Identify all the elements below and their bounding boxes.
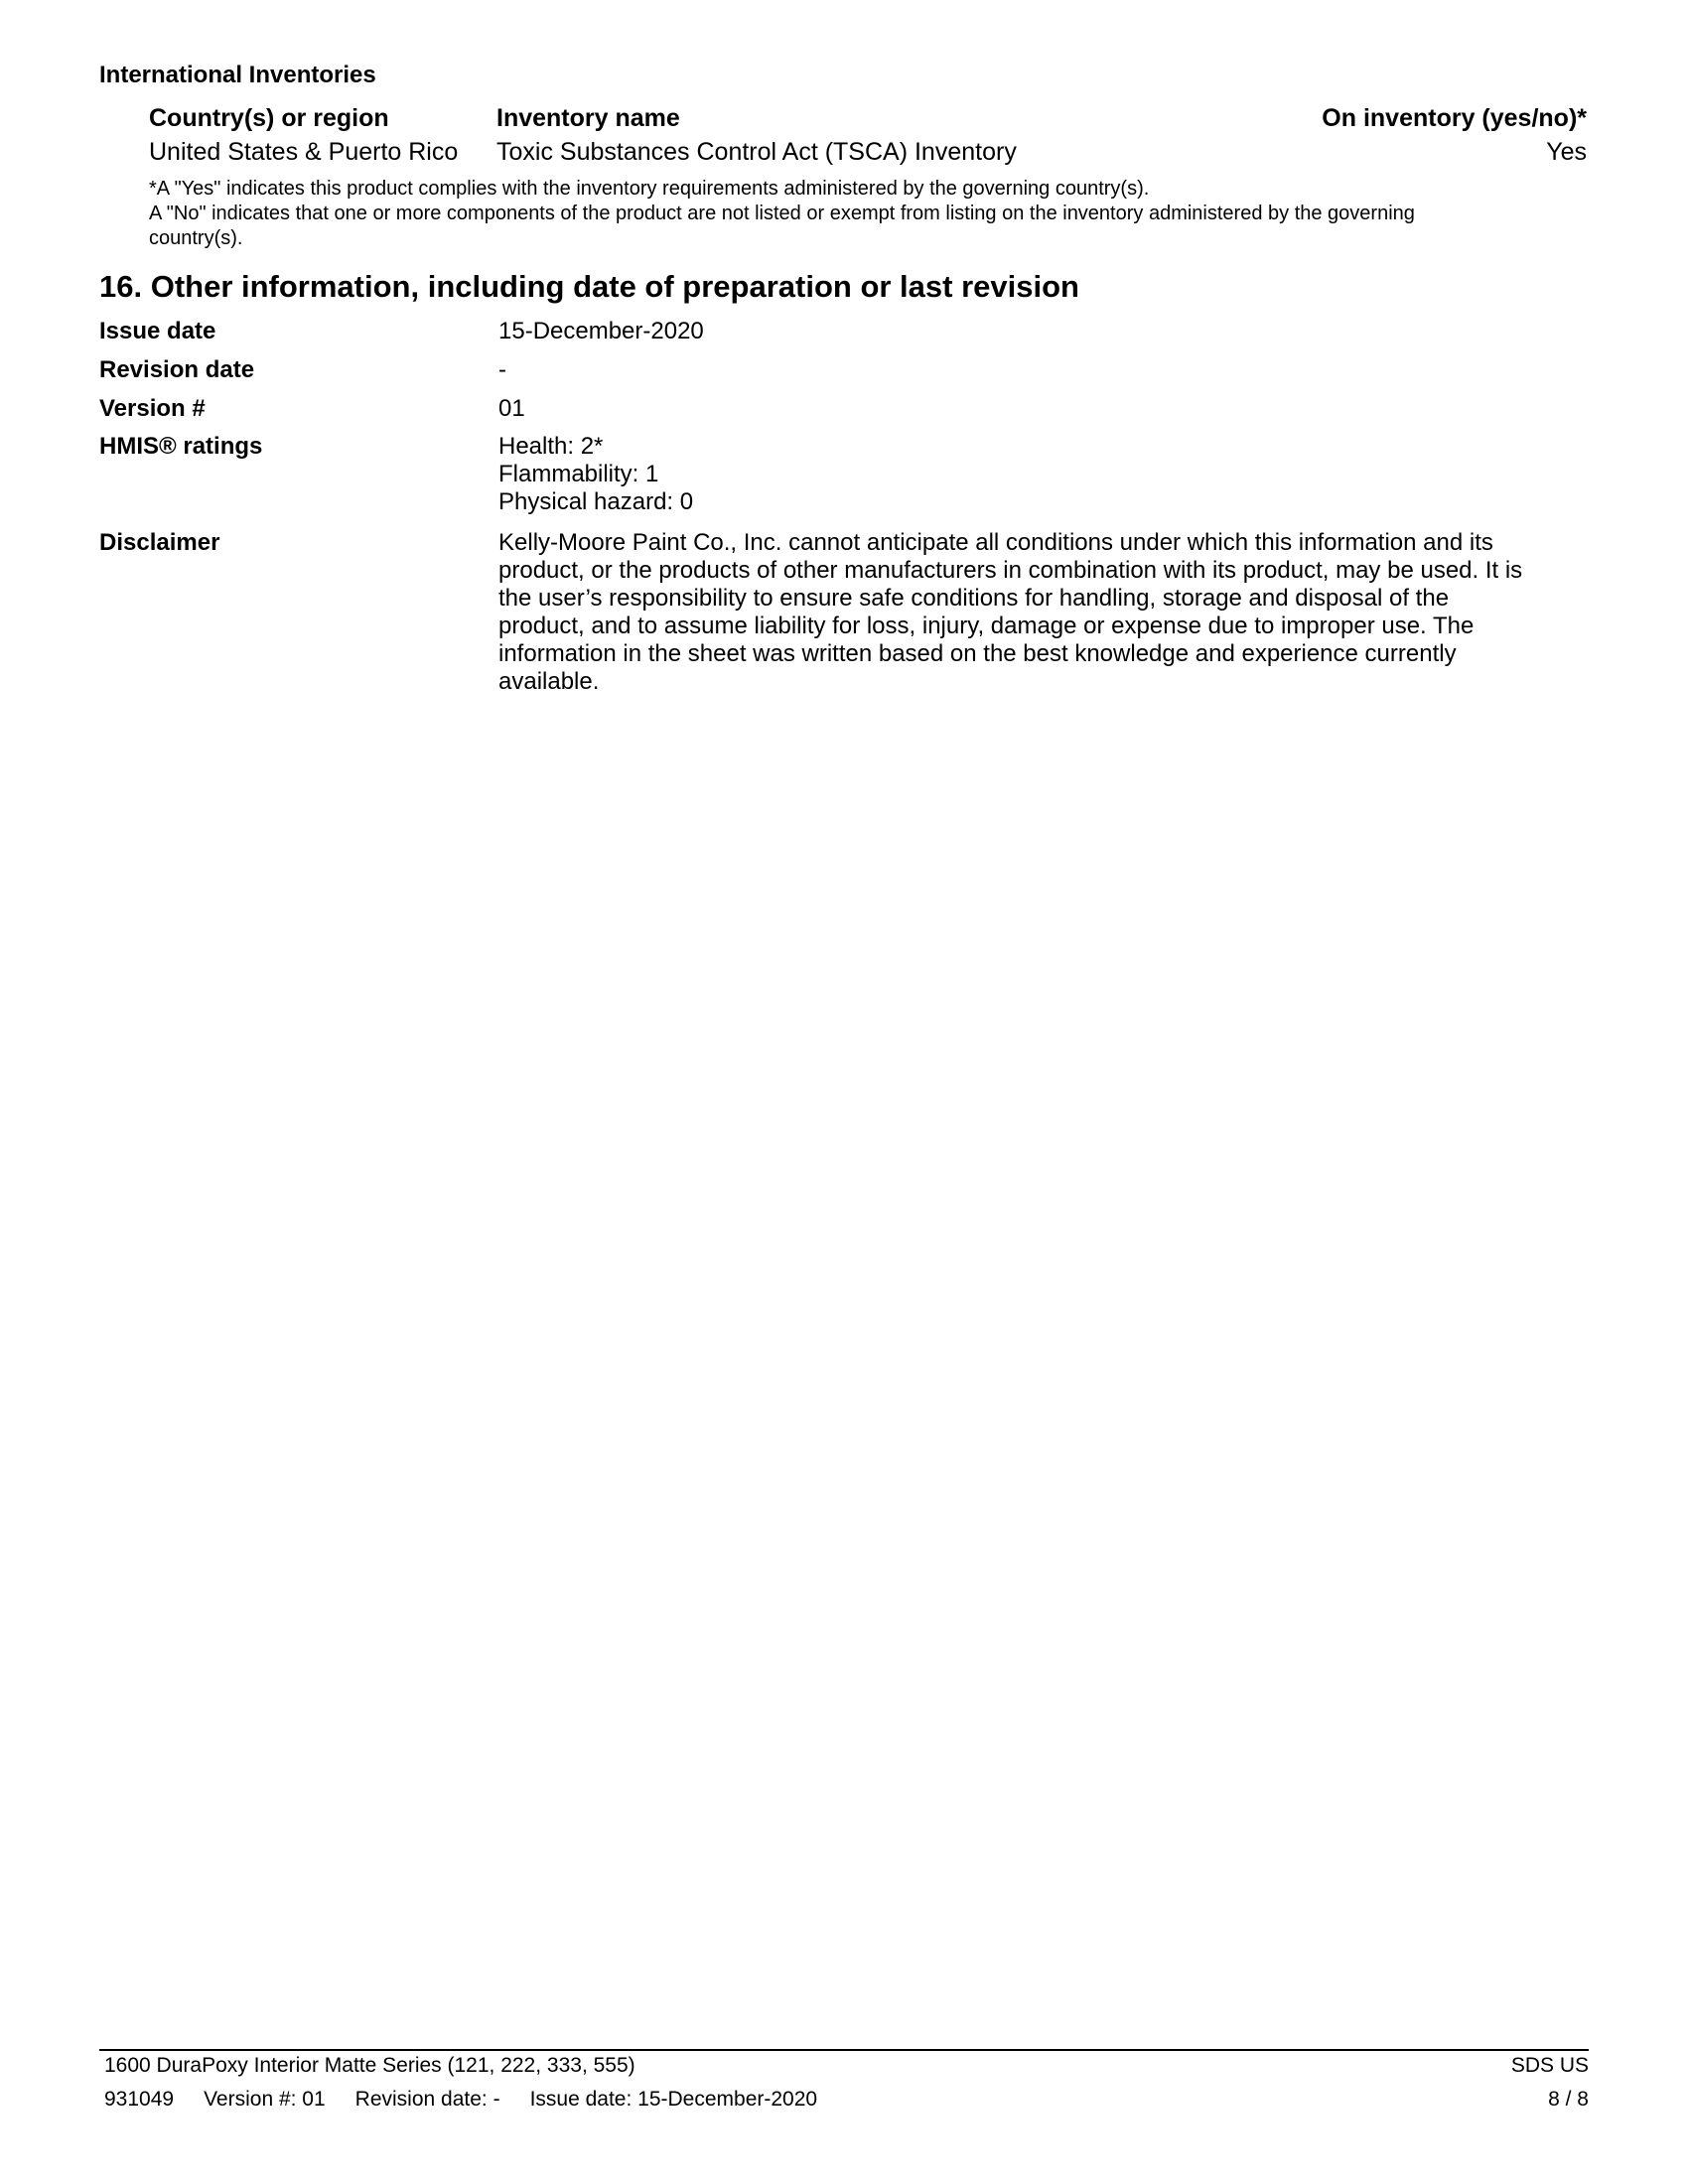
footer-issue-date: Issue date: 15-December-2020 — [529, 2088, 818, 2111]
inventory-name-column-header: Inventory name — [496, 104, 680, 132]
inventory-footnote-no: A "No" indicates that one or more components of the product are not listed or exempt from listing on the inventory administered by the governing — [149, 203, 1415, 224]
inventory-footnote-no-continued: country(s). — [149, 227, 243, 249]
inventory-country-cell: United States & Puerto Rico — [149, 138, 459, 166]
disclaimer-line: information in the sheet was written based on the best knowledge and experience currently — [498, 640, 1457, 667]
footer-line-1 — [104, 2053, 1589, 2079]
hmis-physical-hazard: Physical hazard: 0 — [498, 488, 694, 515]
disclaimer-line: product, and to assume liability for loss, injury, damage or expense due to improper use. The — [498, 613, 1475, 639]
country-column-header: Country(s) or region — [149, 104, 389, 132]
inventory-footnotes — [149, 177, 1587, 251]
footer-line-2 — [104, 2087, 1589, 2113]
issue-date-label: Issue date — [99, 318, 216, 344]
footer-version: Version #: 01 — [204, 2088, 326, 2111]
inventory-table-row — [149, 137, 1587, 167]
on-inventory-column-header: On inventory (yes/no)* — [1322, 104, 1587, 132]
disclaimer-text — [498, 529, 1589, 696]
revision-date-value: - — [498, 356, 506, 383]
disclaimer-line: Kelly-Moore Paint Co., Inc. cannot anticipate all conditions under which this information and its — [498, 529, 1493, 556]
footer-doc-number: 931049 — [104, 2088, 175, 2111]
disclaimer-line: product, or the products of other manufacturers in combination with its product, may be used. It is — [498, 557, 1523, 584]
version-label: Version # — [99, 395, 206, 422]
hmis-ratings-value — [498, 433, 1589, 516]
issue-date-value: 15-December-2020 — [498, 318, 704, 344]
footer-doc-meta — [104, 2087, 817, 2113]
disclaimer-label: Disclaimer — [99, 529, 220, 556]
hmis-health: Health: 2* — [498, 433, 604, 460]
on-inventory-cell: Yes — [1546, 138, 1587, 166]
inventory-name-cell: Toxic Substances Control Act (TSCA) Inventory — [496, 138, 1017, 166]
footer-doc-type: SDS US — [1510, 2054, 1589, 2077]
disclaimer-line: the user’s responsibility to ensure safe conditions for handling, storage and disposal of the — [498, 585, 1450, 612]
version-value: 01 — [498, 395, 525, 422]
international-inventories-heading: International Inventories — [99, 62, 376, 88]
hmis-ratings-label: HMIS® ratings — [99, 433, 263, 460]
footer-revision-date: Revision date: - — [354, 2088, 500, 2111]
section-16-title: 16. Other information, including date of preparation or last revision — [99, 269, 1079, 304]
inventory-table-header — [149, 103, 1587, 133]
footer-page-number: 8 / 8 — [1548, 2088, 1589, 2111]
inventory-footnote-yes: *A "Yes" indicates this product complies with the inventory requirements administered by the governing country(s). — [149, 178, 1150, 200]
footer-divider — [99, 2049, 1589, 2051]
revision-date-label: Revision date — [99, 356, 255, 383]
hmis-flammability: Flammability: 1 — [498, 461, 659, 487]
footer-product-name: 1600 DuraPoxy Interior Matte Series (121, 222, 333, 555) — [104, 2054, 635, 2077]
disclaimer-line: available. — [498, 668, 600, 695]
